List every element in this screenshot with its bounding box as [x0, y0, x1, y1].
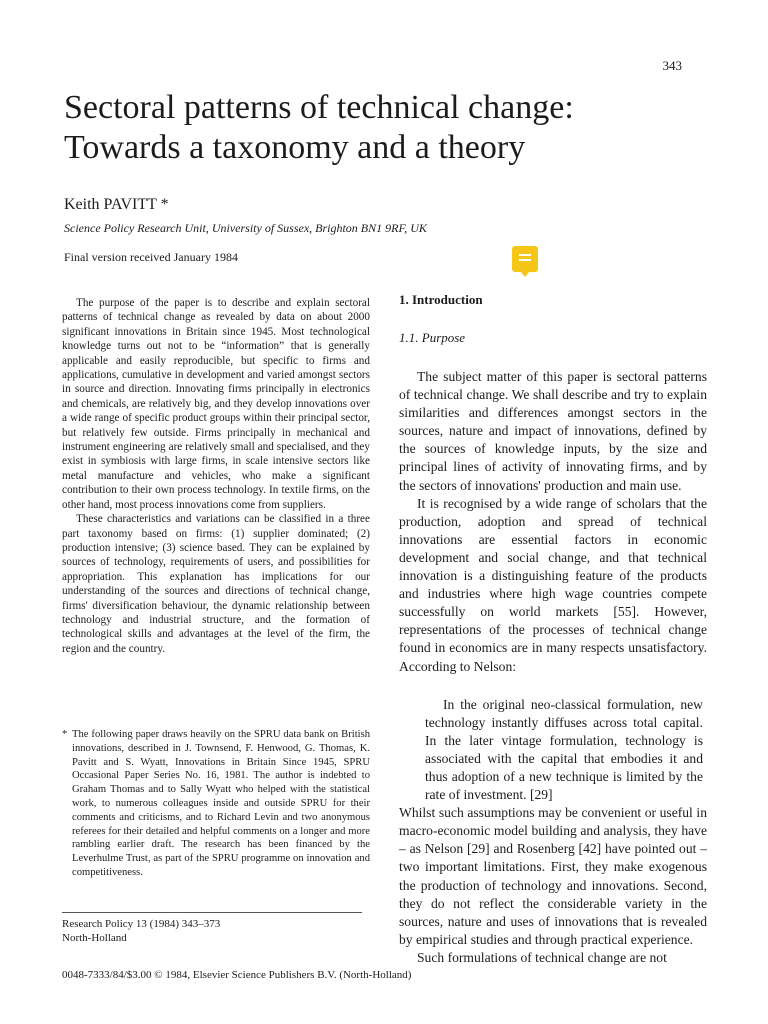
author-affiliation: Science Policy Research Unit, University of Sussex, Brighton BN1 9RF, UK	[64, 221, 427, 235]
page-number: 343	[662, 58, 682, 73]
subsection-heading: 1.1. Purpose	[399, 330, 466, 345]
journal-info	[62, 917, 220, 945]
section-heading: 1. Introduction	[399, 292, 483, 307]
body-paragraph: Such formulations of technical change are not	[417, 949, 667, 965]
body-column	[399, 292, 707, 967]
author-name: Keith PAVITT *	[64, 196, 169, 213]
footnote	[62, 727, 370, 880]
title-line-2: Towards a taxonomy and a theory	[64, 129, 526, 166]
footnote-text: The following paper draws heavily on the SPRU data bank on British innovations, described in J. Townsend, F. Henwood, G. Thomas, K. Pavitt and S. Wyatt, Innovations in Britain Since 1945, SPRU Occasional Paper Series No. 16, 1981. The author is indebted to Graham Thomas and to Sally Wyatt who helped with the statistical work, to numerous colleagues inside and outside SPRU for their comments and criticisms, and to Richard Levin and two anonymous referees for their detailed and helpful comments on a longer and more rambling earlier draft. The research has been financed by the Leverhulme Trust, as part of the SPRU programme on innovation and competitiveness.	[72, 729, 370, 878]
abstract	[62, 296, 370, 656]
abstract-paragraph: The purpose of the paper is to describe and explain sectoral patterns of technical change as revealed by data on about 2000 significant innovations in Britain since 1945. Most technological knowledge turns out not to be “information” that is generally applicable and easily reproducible, but specific to firms and applications, cumulative in development and varied amongst sectors in source and direction. Innovating firms principally in electronics and chemicals, are relatively big, and they develop innovations over a wide range of specific product groups within their principal sector, but relatively few outside. Firms principally in mechanical and instrument engineering are relatively small and specialised, and they exist in symbiosis with large firms, in scale intensive sectors like metal manufacture and vehicles, who make a significant contribution to their own process technology. In textile firms, on the other hand, most process innovations come from suppliers.	[62, 297, 370, 511]
footnote-marker: *	[62, 729, 68, 740]
block-quote: In the original neo-classical formulation, new technology instantly diffuses across total capital. In the later vintage formulation, technology is associated with the capital that embodies it and thus adoption of a new technique is limited by the rate of investment. [29]	[425, 696, 703, 803]
title-line-1: Sectoral patterns of technical change:	[64, 89, 574, 126]
journal-citation: Research Policy 13 (1984) 343–373	[62, 918, 221, 930]
page-title	[64, 88, 704, 168]
footer-divider	[62, 912, 362, 913]
received-date: Final version received January 1984	[64, 250, 238, 264]
publisher: North-Holland	[62, 932, 127, 944]
body-paragraph: Whilst such assumptions may be convenient or useful in macro-economic model building and analysis, they have – as Nelson [29] and Rosenberg [42] have pointed out – two important limitations. First, they make exogenous the production of technology and innovations. Second, they do not reflect the considerable variety in the sources, nature and uses of innovations that is revealed by empirical studies and through practical experience.	[399, 805, 707, 947]
body-paragraph: The subject matter of this paper is sectoral patterns of technical change. We shall describe and try to explain similarities and differences amongst sectors in the sources, nature and impact of innovations, defined by the sources of knowledge inputs, by the size and principal lines of activity of innovating firms, and by the sectors of innovations' production and main use.	[399, 369, 707, 493]
abstract-paragraph: These characteristics and variations can be classified in a three part taxonomy based on firms: (1) supplier dominated; (2) production intensive; (3) science based. They can be explained by sources of technology, requirements of users, and possibilities for appropriation. This explanation has implications for our understanding of the sources and directions of technical change, firms' diversification behaviour, the dynamic relationship between technology and industrial structure, and the formation of technological skills and advantages at the level of the firm, the region and the country.	[62, 513, 370, 655]
body-paragraph: It is recognised by a wide range of scholars that the production, adoption and spread of technical innovations are essential factors in economic development and social change, and that technical innovation is a distinguishing feature of the products and industries where high wage countries compete successfully on world markets [55]. However, representations of the processes of technical change found in economics are in many respects unsatisfactory. According to Nelson:	[399, 495, 707, 674]
annotation-note-icon[interactable]	[512, 246, 538, 272]
copyright-line: 0048-7333/84/$3.00 © 1984, Elsevier Science Publishers B.V. (North-Holland)	[62, 969, 412, 981]
